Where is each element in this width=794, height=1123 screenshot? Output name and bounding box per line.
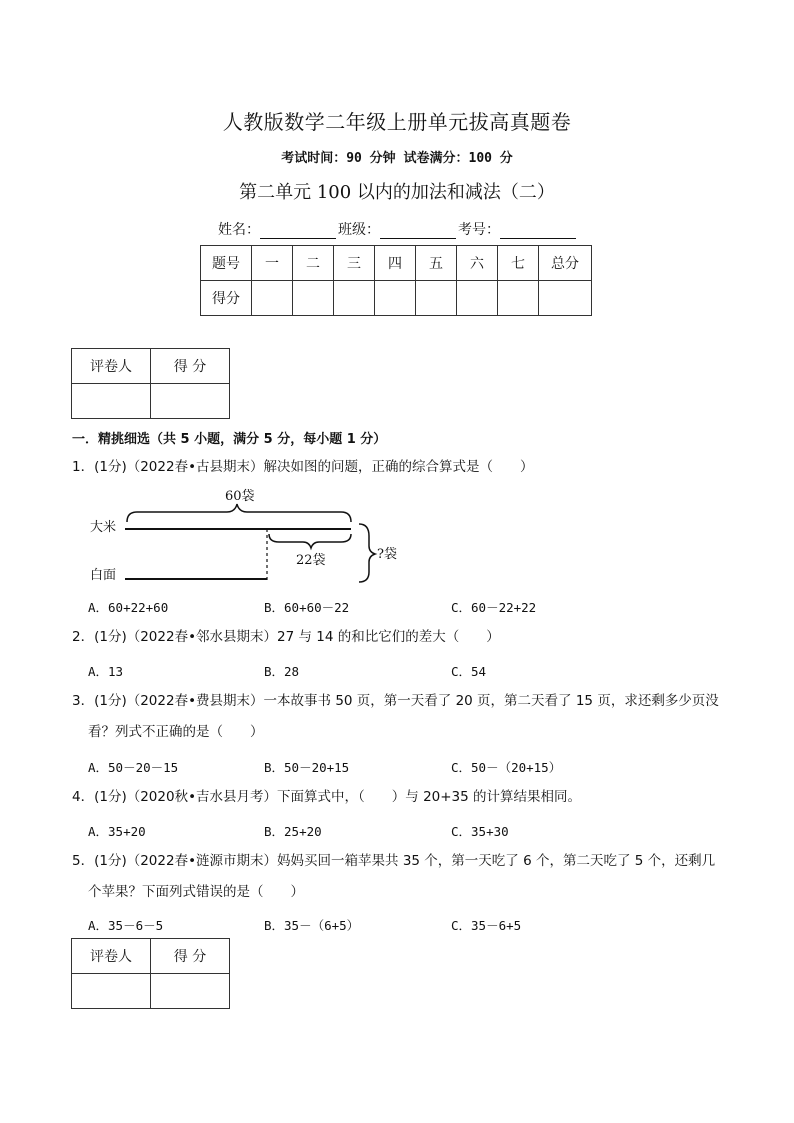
option-a[interactable]: A．60+22+60 (88, 600, 169, 615)
grader-label: 评卷人 (72, 349, 151, 384)
difference-label: 22袋 (296, 553, 326, 568)
score-header-cell: 六 (457, 246, 498, 281)
score-header-cell: 三 (334, 246, 375, 281)
score-label: 得 分 (151, 349, 230, 384)
grader-input-cell[interactable] (72, 974, 151, 1009)
class-label: 班级： (338, 222, 380, 238)
class-blank[interactable] (380, 224, 456, 239)
option-a[interactable]: A．35－6－5 (88, 918, 164, 933)
diagram-total-label: 60袋 (225, 489, 255, 504)
grader-label: 评卷人 (72, 939, 151, 974)
number-label: 考号： (458, 222, 500, 238)
grader-box (71, 938, 230, 1009)
exam-info: 考试时间：90 分钟 试卷满分：100 分 (281, 151, 513, 166)
score-header-cell: 一 (252, 246, 293, 281)
question-4-stem: 4．(1分)（2020秋•吉水县月考）下面算式中，（ ）与 20+35 的计算结果相同。 (72, 789, 582, 805)
option-c[interactable]: C．60－22+22 (451, 600, 537, 615)
question-3-stem: 3．(1分)（2022春•费县期末）一本故事书 50 页，第一天看了 20 页，第二天看了 15 页，求还剩多少页没 (72, 693, 719, 709)
page-title: 人教版数学二年级上册单元拔高真题卷 (222, 110, 572, 134)
score-input-cell[interactable] (252, 281, 293, 316)
score-input-cell[interactable] (293, 281, 334, 316)
score-row-label: 得分 (201, 281, 252, 316)
option-a[interactable]: A．13 (88, 664, 124, 679)
number-blank[interactable] (500, 224, 576, 239)
score-header-cell: 二 (293, 246, 334, 281)
option-c[interactable]: C．35+30 (451, 824, 509, 839)
student-info-line (218, 219, 578, 239)
question-mark-label: ?袋 (377, 547, 397, 562)
score-input-cell[interactable] (457, 281, 498, 316)
question-3-stem-continued: 看？列式不正确的是（ ） (88, 724, 264, 740)
option-b[interactable]: B．60+60－22 (264, 600, 350, 615)
bar-diagram (85, 482, 425, 587)
score-input-cell[interactable] (151, 384, 230, 419)
score-table-header-row (201, 246, 592, 281)
score-input-cell[interactable] (539, 281, 592, 316)
option-a[interactable]: A．35+20 (88, 824, 146, 839)
score-input-cell[interactable] (375, 281, 416, 316)
option-a[interactable]: A．50－20－15 (88, 760, 179, 775)
grader-box (71, 348, 230, 419)
question-1-stem: 1．(1分)（2022春•古县期末）解决如图的问题，正确的综合算式是（ ） (72, 459, 534, 475)
score-table (200, 245, 592, 316)
difference-brace (269, 534, 351, 548)
option-b[interactable]: B．50－20+15 (264, 760, 350, 775)
option-c[interactable]: C．50－（20+15） (451, 760, 562, 775)
question-brace (359, 524, 375, 582)
total-brace (127, 504, 351, 522)
name-blank[interactable] (260, 224, 336, 239)
score-table-score-row (201, 281, 592, 316)
score-header-cell: 总分 (539, 246, 592, 281)
score-header-cell: 题号 (201, 246, 252, 281)
flour-label: 白面 (90, 568, 117, 583)
grader-input-cell[interactable] (72, 384, 151, 419)
option-c[interactable]: C．35－6+5 (451, 918, 522, 933)
question-5-stem: 5．(1分)（2022春•涟源市期末）妈妈买回一箱苹果共 35 个，第一天吃了 6 个，第二天吃了 5 个，还剩几 (72, 853, 716, 869)
score-input-cell[interactable] (498, 281, 539, 316)
score-label: 得 分 (151, 939, 230, 974)
score-input-cell[interactable] (416, 281, 457, 316)
question-2-stem: 2．(1分)（2022春•邻水县期末）27 与 14 的和比它们的差大（ ） (72, 629, 500, 645)
score-input-cell[interactable] (151, 974, 230, 1009)
option-b[interactable]: B．35－（6+5） (264, 918, 360, 933)
option-b[interactable]: B．25+20 (264, 824, 322, 839)
unit-title: 第二单元 100 以内的加法和减法（二） (239, 182, 555, 203)
score-input-cell[interactable] (334, 281, 375, 316)
rice-label: 大米 (90, 520, 117, 535)
score-header-cell: 五 (416, 246, 457, 281)
option-c[interactable]: C．54 (451, 664, 487, 679)
question-5-stem-continued: 个苹果？下面列式错误的是（ ） (88, 884, 304, 900)
name-label: 姓名： (218, 222, 260, 238)
score-header-cell: 七 (498, 246, 539, 281)
section-heading: 一．精挑细选（共 5 小题，满分 5 分，每小题 1 分） (72, 432, 387, 447)
option-b[interactable]: B．28 (264, 664, 300, 679)
score-header-cell: 四 (375, 246, 416, 281)
